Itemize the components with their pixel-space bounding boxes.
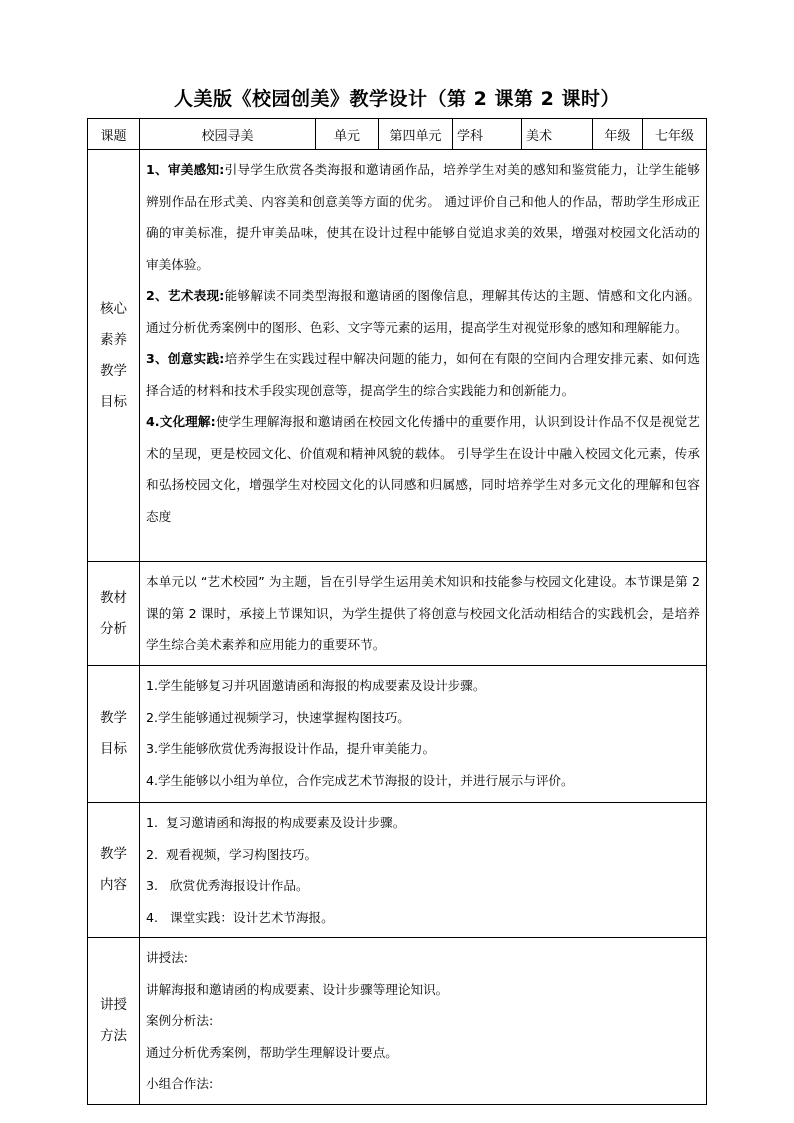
list-item: 1.学生能够复习并巩固邀请函和海报的构成要素及设计步骤。 (146, 678, 486, 693)
list-item: 1. 复习邀请函和海报的构成要素及设计步骤。 (146, 815, 406, 830)
unit-label: 单元 (316, 119, 379, 150)
core-item: 3、创意实践:培养学生在实践过程中解决问题的能力，如何在有限的空间内合理安排元素、如何选择合适的材料和技术手段实现创意等，提高学生的综合实践能力和创新能力。 (146, 351, 700, 398)
material-analysis-label: 教材 分析 (88, 562, 140, 666)
teaching-goals-row (88, 666, 707, 803)
subject-value: 美术 (522, 119, 593, 150)
core-literacy-row (88, 150, 707, 562)
teaching-content-row (88, 803, 707, 938)
teaching-goals-content (140, 666, 707, 803)
material-analysis-row (88, 562, 707, 666)
list-item: 讲解海报和邀请函的构成要素、设计步骤等理论知识。 (146, 981, 449, 997)
subject-label: 学科 (453, 119, 522, 150)
topic-label: 课题 (88, 119, 140, 150)
core-literacy-content (140, 150, 707, 562)
list-item: 讲授法: (146, 950, 189, 965)
lesson-plan-table (87, 118, 707, 1105)
list-item: 2. 观看视频，学习构图技巧。 (146, 846, 318, 862)
header-row (88, 119, 707, 150)
material-analysis-content: 本单元以 “艺术校园” 为主题，旨在引导学生运用美术知识和技能参与校园文化建设。本节课是第 2 课的第 2 课时，承接上节课知识，为学生提供了将创意与校园文化活动相结合的实践机会，是培养学生综合美术素养和应用能力的重要环节。 (140, 562, 707, 666)
core-literacy-label: 核心 素养 教学 目标 (88, 150, 140, 562)
core-item: 4.文化理解:使学生理解海报和邀请函在校园文化传播中的重要作用，认识到设计作品不仅是视觉艺术的呈现，更是校园文化、价值观和精神风貌的载体。 引导学生在设计中融入校园文化元素，传承和弘扬校园文化，增强学生对校园文化的认同感和归属感，同时培养学生对多元文化的理解和包容态度 (146, 414, 700, 524)
list-item: 4.学生能够以小组为单位，合作完成艺术节海报的设计，并进行展示与评价。 (146, 772, 574, 788)
teaching-content-label: 教学 内容 (88, 803, 140, 938)
list-item: 3. 欣赏优秀海报设计作品。 (146, 878, 309, 893)
page-title: 人美版《校园创美》教学设计（第 2 课第 2 课时） (174, 88, 620, 110)
core-item: 1、审美感知:引导学生欣赏各类海报和邀请函作品，培养学生对美的感知和鉴赏能力，让学生能够辨别作品在形式美、内容美和创意美等方面的优劣。 通过评价自己和他人的作品，帮助学生形成正确的审美标准，提升审美品味，使其在设计过程中能够自觉追求美的效果，增强对校园文化活动的审美体验。 (146, 162, 700, 272)
list-item: 2.学生能够通过视频学习，快速掌握构图技巧。 (146, 709, 410, 725)
list-item: 小组合作法: (146, 1076, 214, 1091)
core-item: 2、艺术表现:能够解读不同类型海报和邀请函的图像信息，理解其传达的主题、情感和文化内涵。通过分析优秀案例中的图形、色彩、文字等元素的运用，提高学生对视觉形象的感知和理解能力。 (146, 288, 700, 335)
grade-value: 七年级 (643, 119, 707, 150)
list-item: 3.学生能够欣赏优秀海报设计作品，提升审美能力。 (146, 741, 436, 756)
teaching-goals-label: 教学 目标 (88, 666, 140, 803)
teaching-method-content (140, 938, 707, 1105)
list-item: 通过分析优秀案例，帮助学生理解设计要点。 (146, 1044, 398, 1060)
teaching-method-row (88, 938, 707, 1105)
teaching-content-content (140, 803, 707, 938)
grade-label: 年级 (593, 119, 643, 150)
unit-value: 第四单元 (379, 119, 453, 150)
list-item: 4. 课堂实践：设计艺术节海报。 (146, 909, 334, 925)
topic-value: 校园寻美 (140, 119, 316, 150)
list-item: 案例分析法: (146, 1013, 214, 1028)
teaching-method-label: 讲授 方法 (88, 938, 140, 1105)
